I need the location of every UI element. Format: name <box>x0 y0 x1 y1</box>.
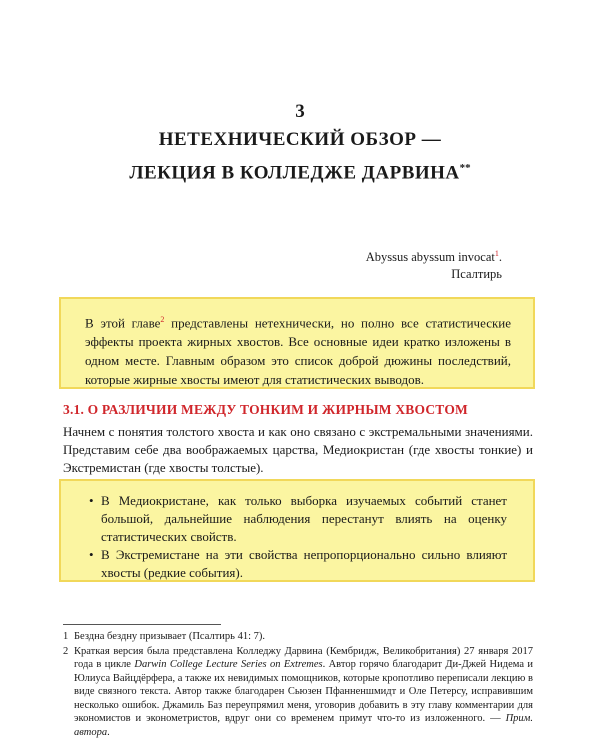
chapter-title-line-1: НЕТЕХНИЧЕСКИЙ ОБЗОР — <box>158 129 442 150</box>
footnote-ref-1: 1 <box>494 249 499 258</box>
footnote-2-author-note: Прим. автора <box>74 713 533 738</box>
chapter-title-line-2-text: ЛЕКЦИЯ В КОЛЛЕДЖЕ ДАРВИНА <box>129 162 460 184</box>
chapter-title-footnote-mark: ** <box>459 162 471 174</box>
bullet-text: В Экстремистане на эти свойства непропорционально сильно влияют хвосты (редкие события). <box>101 547 507 580</box>
section-heading: 3.1. О РАЗЛИЧИИ МЕЖДУ ТОНКИМ И ЖИРНЫМ ХВОСТОМ <box>63 402 468 417</box>
footnote-number: 2 <box>63 645 69 657</box>
key-points-box <box>59 479 535 582</box>
bullet-item <box>89 546 507 582</box>
footnote-text <box>74 645 533 740</box>
epigraph <box>366 245 502 283</box>
footnote-2-end: . <box>107 726 110 738</box>
epigraph-source: Псалтирь <box>451 267 502 282</box>
intro-summary-box <box>59 297 535 389</box>
footnote-2-part-2: . Автор горячо благодарит Ди-Джей Нидема и Юлиуса Вайцдёрфера, а также их невидимых помощников, которые кропотливо переписали лекцию в виде связного текста. Автор также благодарен Сьюзен Пфанненшмидт и Оле Петерсу, исправившим несколько ошибок. Джамиль Баз переупрямил меня, уговорив добавить в эту главу комментарии для экономистов и эконометристов, вдруг они со временем примут что-то из изложенного. — <box>74 659 533 724</box>
intro-lead: В этой главе <box>85 315 161 331</box>
intro-paragraph <box>85 310 511 389</box>
bullet-text: В Медиокристане, как только выборка изучаемых событий станет большой, дальнейшие наблюдения перестанут влиять на оценку статистических свойств. <box>101 493 507 544</box>
footnote-2 <box>63 645 533 740</box>
footnote-2-series-title: Darwin College Lecture Series on Extremes <box>134 659 323 670</box>
bullet-item <box>89 492 507 546</box>
chapter-number: 3 <box>295 101 305 122</box>
chapter-title <box>0 126 600 187</box>
section-body-paragraph: Начнем с понятия толстого хвоста и как оно связано с экстремальными значениями. Представим себе два воображаемых царства, Медиокристан (где хвосты тонкие) и Экстремистан (где хвосты толстые). <box>63 424 533 475</box>
footnotes <box>63 630 533 740</box>
intro-text: представлены нетехнически, но полно все статистические эффекты проекта жирных хвостов. Все основные идеи кратко изложены в одном месте. Главным образом это список доброй дюжины последствий, которые жирные хвосты имеют для статистических выводов. <box>85 315 512 388</box>
footnote-2-part-1: Краткая версия была представлена Колледжу Дарвина (Кембридж, Великобритания) 27 января 2017 года в цикле <box>74 645 533 670</box>
footnote-divider <box>63 624 221 625</box>
footnote-ref-2: 2 <box>160 315 165 324</box>
footnote-1 <box>63 630 533 644</box>
footnote-text: Бездна бездну призывает (Псалтирь 41: 7). <box>74 631 265 642</box>
footnote-number: 1 <box>63 631 69 642</box>
bullet-dot-icon: • <box>89 547 94 562</box>
epigraph-quote-end: . <box>498 250 502 265</box>
epigraph-quote-text: Abyssus abyssum invocat <box>365 250 495 265</box>
bullet-dot-icon: • <box>89 493 94 508</box>
chapter-title-line-2 <box>0 154 600 187</box>
epigraph-quote <box>366 245 502 266</box>
